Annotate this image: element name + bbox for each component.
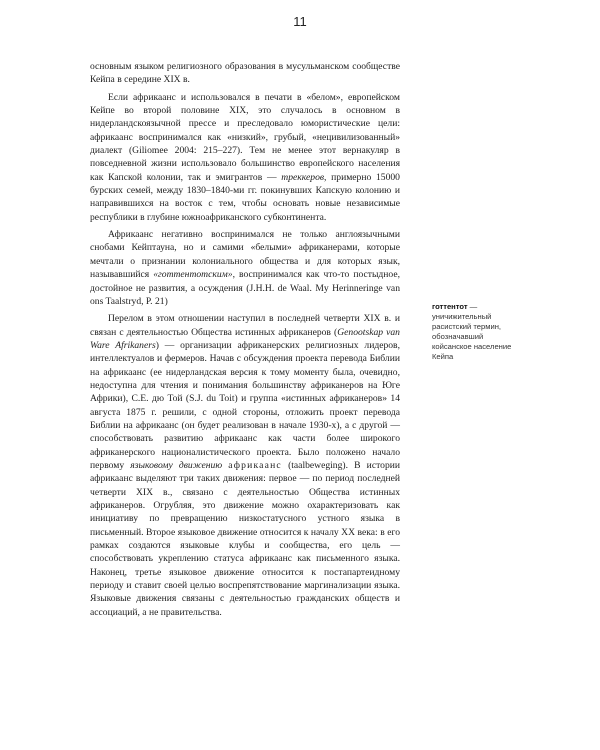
margin-note-text: — уничижительный расистский термин, обозначавший койсанское население Кейпа	[432, 302, 512, 361]
paragraph-4-text-a: Перелом в этом отношении наступил в последней четверти XIX в. и связан с деятельностью Общества истинных африканеров (	[90, 313, 400, 338]
margin-note-term: готтентот	[432, 302, 468, 311]
paragraph-1: основным языком религиозного образования в мусульманском сообществе Кейпа в середине XIX в.	[90, 61, 400, 86]
margin-note	[432, 302, 524, 362]
paragraph-4-text-b: ) — организации африканерских религиозных лидеров, интеллектуалов и фермеров. Начав с обсуждения проекта перевода Библии на африкаанс (ее нидерландская версия к тому моменту была, очевидно, недоступна для чтения и понимания большинству африканеров на Юге Африки), C.E. дю Той (S.J. du Toit) и группа «истинных африканеров» 14 августа 1875 г. решили, с одной стороны, отложить проект перевода Библии на африкаанс (он будет реализован в начале 1930-х), а с другой — способствовать развитию африкаанс как части более широкого африканерского националистического проекта. Было положено начало первому	[90, 339, 400, 471]
page-number: 11	[293, 14, 307, 29]
term-genootskap: Genootskap van Ware Afrikaners	[90, 326, 400, 351]
paragraph-3-text-a: Африкаанс негативно воспринимался не только англоязычными снобами Кейптауна, но и самими «белыми» африканерами, которые мечтали о признании колониального общества и для которых язык, называвшийся	[90, 229, 400, 281]
term-afrikaans-spaced: африкаанс	[228, 459, 282, 471]
term-hottentot: «готтентотским»	[153, 269, 233, 281]
term-trekkers: треккеров	[281, 171, 325, 183]
main-text-column	[90, 60, 400, 619]
paragraph-2-text-b: , примерно 15000 бурских семей, между 1830–1840-ми гг. покинувших Капскую колонию и направившихся на восток с тем, чтобы основать новые независимые республики в глубине южноафриканского субконтинента.	[90, 171, 400, 223]
paragraph-3	[90, 228, 400, 308]
paragraph-2-text-a: Если африкаанс и использовался в печати в «белом», европейском Кейпе во второй половине XIX, это случалось в основном в нидерландскоязычной прессе и преследовало юмористические цели: африкаанс воспринимался как «низкий», грубый, «нецивилизованный» диалект (Giliomee 2004: 215–227). Тем не менее этот вернакуляр в повседневной жизни использовало большинство европейского населения как Капской колонии, так и эмигрантов —	[90, 91, 400, 183]
term-language-movement: языковому движению	[130, 459, 223, 471]
paragraph-4	[90, 312, 400, 619]
paragraph-2	[90, 91, 400, 224]
paragraph-4-text-c: (taalbeweging). В истории африкаанс выделяют три таких движения: первое — по период последней четверти XIX в., связано с деятельностью Общества истинных африканеров. Огрубляя, это движение можно охарактеризовать как инициативу по превращению низкостатусного устного языка в письменный. Второе языковое движение относится к началу XX века: в его рамках создаются языковые клубы и сообщества, его цель — способствовать укреплению статуса африкаанс как письменного языка. Наконец, третье языковое движение относится к постапартеидному периоду и ставит своей целью воспрепятствование маргинализации языка. Языковые движения связаны с деятельностью гражданских обществ и ассоциаций, а не правительства.	[90, 459, 401, 618]
paragraph-3-text-b: , воспринимался как что-то постыдное, достойное не развития, а осуждения (J.H.H. de Waal. My Herinneringe van ons Taalstryd, P. 21)	[90, 269, 400, 307]
